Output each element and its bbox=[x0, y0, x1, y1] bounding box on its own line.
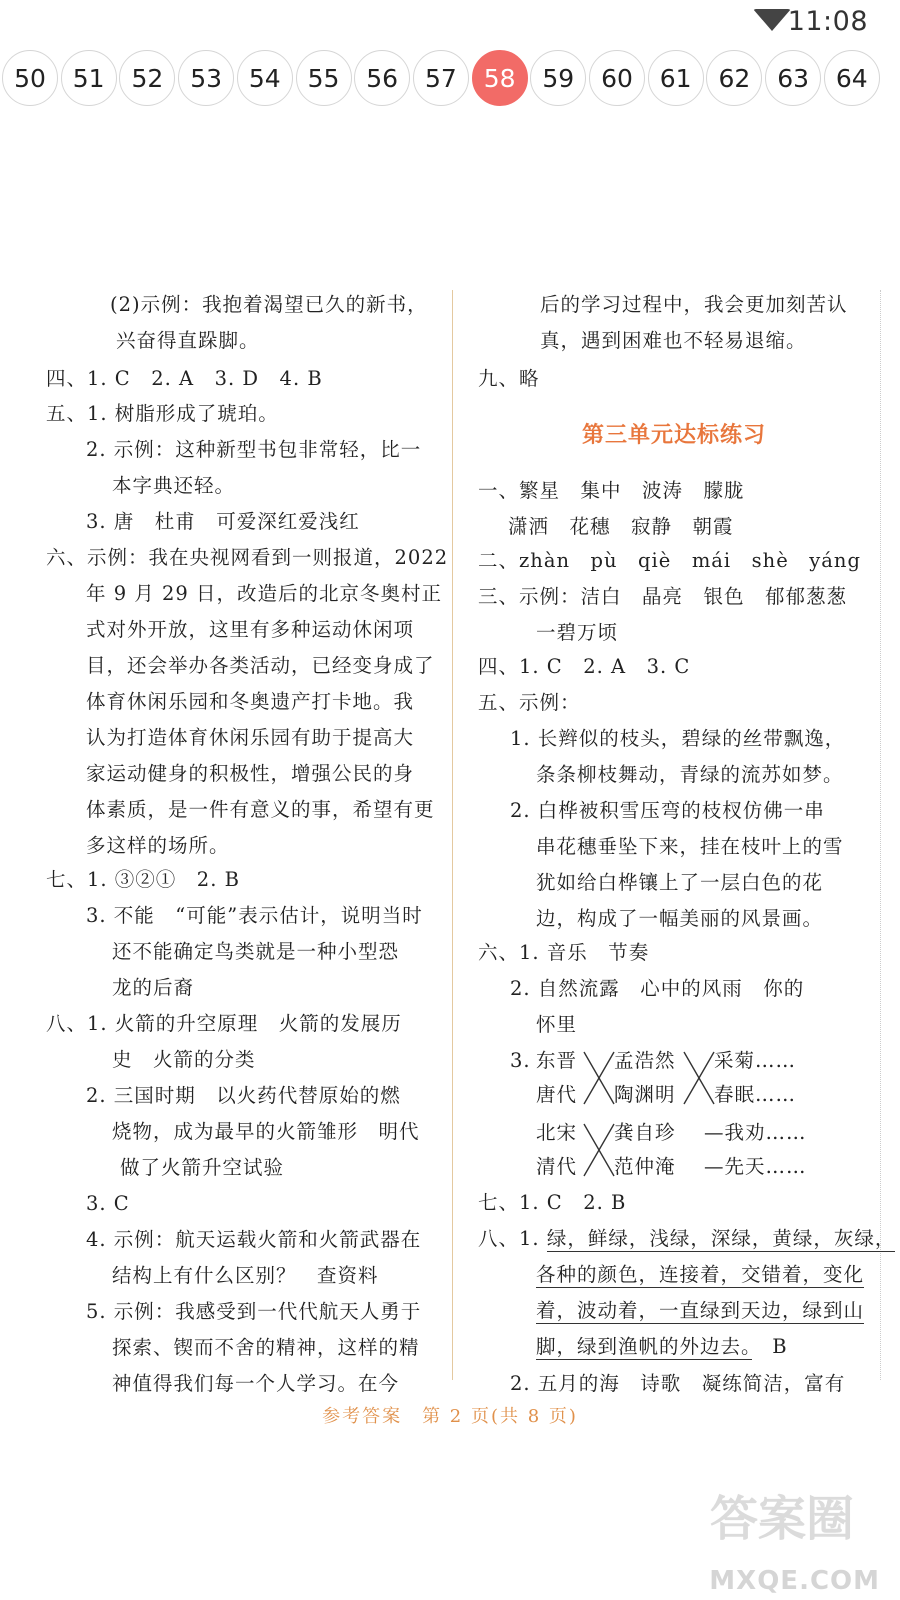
text-line: 兴奋得直跺脚。 bbox=[116, 329, 260, 352]
watermark-text: MXQE.COM bbox=[709, 1566, 880, 1596]
text-line: 家运动健身的积极性，增强公民的身 bbox=[86, 762, 415, 785]
text-line: 还不能确定鸟类就是一种小型恐 bbox=[112, 940, 400, 963]
match-poem: —先天…… bbox=[704, 1155, 807, 1178]
text-line: 一碧万顷 bbox=[536, 621, 619, 644]
page-button-59[interactable]: 59 bbox=[530, 50, 586, 106]
status-time: 11:08 bbox=[787, 6, 868, 37]
text-line: 探索、锲而不舍的精神，这样的精 bbox=[112, 1336, 420, 1359]
match-poem: 采菊…… bbox=[714, 1049, 797, 1072]
page-footer: 参考答案 第 2 页(共 8 页) bbox=[322, 1406, 578, 1427]
text-line: 怀里 bbox=[536, 1013, 578, 1036]
text-line: 后的学习过程中，我会更加刻苦认 bbox=[540, 293, 848, 316]
watermark bbox=[710, 1478, 890, 1598]
text-line: 3. 唐 杜甫 可爱深红爱浅红 bbox=[86, 510, 360, 533]
text-line: 体素质，是一件有意义的事，希望有更 bbox=[86, 798, 435, 821]
text-line: 边，构成了一幅美丽的风景画。 bbox=[536, 907, 824, 930]
match-lines bbox=[682, 1048, 716, 1108]
page-button-55[interactable]: 55 bbox=[296, 50, 352, 106]
text-line: 4. 示例：航天运载火箭和火箭武器在 bbox=[86, 1228, 422, 1251]
text-line: 史 火箭的分类 bbox=[112, 1048, 256, 1071]
watermark-logo: 答案圈 bbox=[710, 1491, 855, 1547]
status-bar bbox=[0, 0, 900, 46]
match-poet: 孟浩然 bbox=[614, 1049, 676, 1072]
text-line: 四、1. C 2. A 3. D 4. B bbox=[46, 367, 323, 390]
text-line: 1. 长辫似的枝头，碧绿的丝带飘逸， bbox=[510, 727, 846, 750]
page-button-52[interactable]: 52 bbox=[119, 50, 175, 106]
page-selector bbox=[2, 50, 900, 110]
match-lines bbox=[582, 1048, 616, 1108]
text-line: 5. 示例：我感受到一代代航天人勇于 bbox=[86, 1300, 422, 1323]
text-line: 犹如给白桦镶上了一层白色的花 bbox=[536, 871, 824, 894]
match-poet: 陶渊明 bbox=[614, 1083, 676, 1106]
page-button-57[interactable]: 57 bbox=[413, 50, 469, 106]
text-line: 六、1. 音乐 节奏 bbox=[478, 941, 650, 964]
text-line: 六、示例：我在央视网看到一则报道，2022 bbox=[46, 546, 449, 569]
text-line: 目，还会举办各类活动，已经变身成了 bbox=[86, 654, 435, 677]
underlined-answer: 脚，绿到渔帆的外边去。 bbox=[536, 1335, 752, 1358]
underlined-answer: 着，波动着，一直绿到天边，绿到山 bbox=[536, 1299, 865, 1322]
text-line: 四、1. C 2. A 3. C bbox=[478, 655, 691, 678]
match-dynasty: 北宋 bbox=[536, 1121, 578, 1144]
text-line: 结构上有什么区别？ 查资料 bbox=[112, 1264, 379, 1287]
text-line: 龙的后裔 bbox=[112, 976, 195, 999]
answer-page bbox=[0, 290, 900, 1395]
match-dynasty: 清代 bbox=[536, 1155, 578, 1178]
text-line: 2. 自然流露 心中的风雨 你的 bbox=[510, 977, 805, 1000]
text-line: 八、1. 火箭的升空原理 火箭的发展历 bbox=[46, 1012, 402, 1035]
page-button-51[interactable]: 51 bbox=[61, 50, 117, 106]
answer-choice: B bbox=[772, 1335, 788, 1358]
match-poem: —我劝…… bbox=[704, 1121, 807, 1144]
text-line: 多这样的场所。 bbox=[86, 834, 230, 857]
text-line: 烧物，成为最早的火箭雏形 明代 bbox=[112, 1120, 420, 1143]
text-line: 认为打造体育休闲乐园有助于提高大 bbox=[86, 726, 415, 749]
match-dynasty: 唐代 bbox=[536, 1083, 578, 1106]
page-button-50[interactable]: 50 bbox=[2, 50, 58, 106]
text-line: 2. 白桦被积雪压弯的枝杈仿佛一串 bbox=[510, 799, 825, 822]
text-line: 七、1. C 2. B bbox=[478, 1191, 627, 1214]
text-line: 神值得我们每一个人学习。在今 bbox=[112, 1372, 400, 1395]
text-line: 做了火箭升空试验 bbox=[120, 1156, 285, 1179]
text-line: 体育休闲乐园和冬奥遗产打卡地。我 bbox=[86, 690, 415, 713]
text-line bbox=[478, 1224, 895, 1254]
text-line: 三、示例：洁白 晶亮 银色 郁郁葱葱 bbox=[478, 585, 848, 608]
page-button-56[interactable]: 56 bbox=[354, 50, 410, 106]
text-line: 条条柳枝舞动，青绿的流苏如梦。 bbox=[536, 763, 844, 786]
answer-number: 八、1. bbox=[478, 1227, 547, 1250]
match-poet: 范仲淹 bbox=[614, 1155, 676, 1178]
match-poem: 春眠…… bbox=[714, 1083, 797, 1106]
page-button-63[interactable]: 63 bbox=[765, 50, 821, 106]
text-line: 本字典还轻。 bbox=[112, 474, 236, 497]
page-button-58[interactable]: 58 bbox=[472, 50, 528, 106]
text-line bbox=[536, 1296, 864, 1326]
match-lines bbox=[582, 1120, 616, 1180]
text-line: 3. C bbox=[86, 1192, 130, 1215]
wifi-icon bbox=[753, 9, 791, 31]
match-number: 3. bbox=[510, 1049, 531, 1072]
text-line: 潇洒 花穗 寂静 朝霞 bbox=[508, 515, 734, 538]
page-button-61[interactable]: 61 bbox=[648, 50, 704, 106]
text-line: 年 9 月 29 日，改造后的北京冬奥村正 bbox=[86, 582, 443, 605]
text-line bbox=[536, 1260, 864, 1290]
text-line: 一、繁星 集中 波涛 朦胧 bbox=[478, 479, 745, 502]
text-line: 真，遇到困难也不轻易退缩。 bbox=[540, 329, 807, 352]
text-line: 九、略 bbox=[478, 367, 540, 390]
page-button-64[interactable]: 64 bbox=[824, 50, 880, 106]
text-line bbox=[536, 1332, 788, 1362]
text-line: 3. 不能 “可能”表示估计，说明当时 bbox=[86, 904, 423, 927]
page-button-54[interactable]: 54 bbox=[237, 50, 293, 106]
text-line: 2. 五月的海 诗歌 凝练简洁，富有 bbox=[510, 1372, 846, 1395]
text-line: 2. 示例：这种新型书包非常轻，比一 bbox=[86, 438, 422, 461]
page-button-62[interactable]: 62 bbox=[706, 50, 762, 106]
page-button-60[interactable]: 60 bbox=[589, 50, 645, 106]
text-line: 二、zhàn pù qiè mái shè yáng bbox=[478, 549, 861, 572]
underlined-answer: 各种的颜色，连接着，交错着，变化 bbox=[536, 1263, 865, 1286]
text-line: 七、1. ③②① 2. B bbox=[46, 868, 240, 891]
page-button-53[interactable]: 53 bbox=[178, 50, 234, 106]
text-line: 2. 三国时期 以火药代替原始的燃 bbox=[86, 1084, 401, 1107]
text-line: 五、1. 树脂形成了琥珀。 bbox=[46, 402, 279, 425]
match-dynasty: 东晋 bbox=[536, 1049, 578, 1072]
text-line: 五、示例： bbox=[478, 691, 581, 714]
text-line: 串花穗垂坠下来，挂在枝叶上的雪 bbox=[536, 835, 844, 858]
text-line: 式对外开放，这里有多种运动休闲项 bbox=[86, 618, 415, 641]
underlined-answer: 绿，鲜绿，浅绿，深绿，黄绿，灰绿， bbox=[546, 1227, 896, 1250]
match-poet: 龚自珍 bbox=[614, 1121, 676, 1144]
section-title: 第三单元达标练习 bbox=[581, 423, 766, 448]
text-line: (2)示例：我抱着渴望已久的新书， bbox=[110, 293, 428, 316]
